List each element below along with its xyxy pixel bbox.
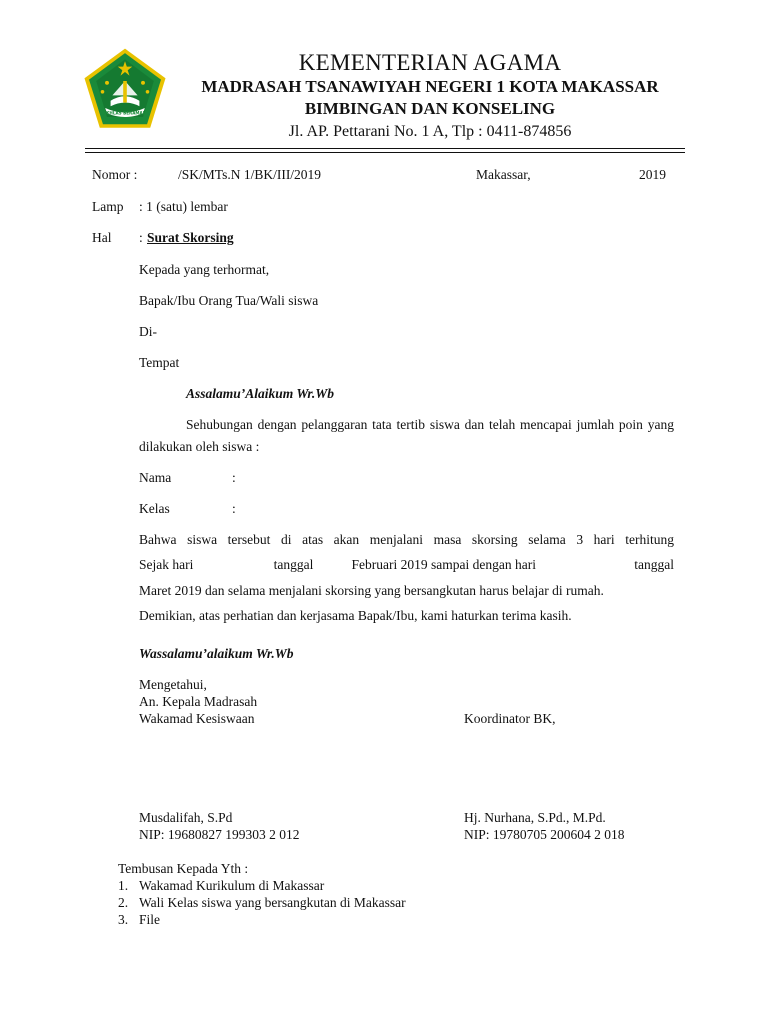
lamp-value: : 1 (satu) lembar bbox=[139, 199, 228, 214]
sign-right-name: Hj. Nurhana, S.Pd., M.Pd. bbox=[464, 810, 606, 825]
cc-item-3-text: File bbox=[139, 912, 161, 927]
recipient-line-3: Di- bbox=[139, 324, 157, 339]
field-kelas-colon: : bbox=[232, 501, 236, 516]
body-line-a-text: Bahwa siswa tersebut di atas akan menjalani masa skorsing selama 3 hari terhitung bbox=[139, 532, 674, 547]
cc-item-1-num: 1. bbox=[118, 878, 129, 893]
header-divider-thin bbox=[85, 152, 685, 153]
sign-left-nip: NIP: 19680827 199303 2 012 bbox=[139, 827, 300, 842]
header-divider bbox=[85, 148, 685, 149]
body-line-b-2: tanggal bbox=[273, 557, 314, 572]
cc-item-2-num: 2. bbox=[118, 895, 129, 910]
ministry-title: KEMENTERIAN AGAMA bbox=[298, 50, 562, 75]
hal-label: Hal bbox=[92, 230, 112, 245]
field-kelas-label: Kelas bbox=[139, 501, 170, 516]
nomor-value: /SK/MTs.N 1/BK/III/2019 bbox=[178, 167, 322, 182]
cc-item-3-num: 3. bbox=[118, 912, 129, 927]
logo-banner-text: IKHLAS BERAMAL bbox=[104, 110, 146, 116]
body-line-b-1: Sejak hari bbox=[139, 557, 194, 572]
letter-place: Makassar, bbox=[476, 167, 531, 182]
recipient-line-2: Bapak/Ibu Orang Tua/Wali siswa bbox=[139, 293, 319, 308]
recipient-line-4: Tempat bbox=[139, 355, 180, 370]
hal-value: Surat Skorsing bbox=[147, 230, 234, 245]
body-line-a bbox=[139, 531, 674, 548]
opening-greeting: Assalamu’Alaikum Wr.Wb bbox=[186, 386, 335, 401]
cc-item-1-text: Wakamad Kurikulum di Makassar bbox=[139, 878, 325, 893]
school-address: Jl. AP. Pettarani No. 1 A, Tlp : 0411-874856 bbox=[288, 123, 572, 140]
field-nama-colon: : bbox=[232, 470, 236, 485]
letter-year: 2019 bbox=[639, 167, 666, 182]
body-line-b-3: Februari 2019 sampai dengan hari bbox=[351, 557, 536, 572]
sign-right-nip: NIP: 19780705 200604 2 018 bbox=[464, 827, 625, 842]
sign-left-name: Musdalifah, S.Pd bbox=[139, 810, 233, 825]
sign-left-line-3: Wakamad Kesiswaan bbox=[139, 711, 255, 726]
department-name: BIMBINGAN DAN KONSELING bbox=[304, 99, 556, 118]
sign-left-line-2: An. Kepala Madrasah bbox=[139, 694, 258, 709]
sign-right-title: Koordinator BK, bbox=[464, 711, 556, 726]
field-nama-label: Nama bbox=[139, 470, 172, 485]
intro-paragraph: Sehubungan dengan pelanggaran tata tertib siswa dan telah mencapai jumlah poin yang dilakukan oleh siswa : bbox=[139, 417, 674, 454]
lamp-label: Lamp bbox=[92, 199, 124, 214]
cc-title: Tembusan Kepada Yth : bbox=[118, 861, 249, 876]
sign-left-line-1: Mengetahui, bbox=[139, 677, 207, 692]
body-line-b bbox=[139, 556, 674, 573]
hal-colon: : bbox=[139, 230, 143, 245]
recipient-line-1: Kepada yang terhormat, bbox=[139, 262, 270, 277]
body-line-c: Maret 2019 dan selama menjalani skorsing yang bersangkutan harus belajar di rumah. bbox=[139, 583, 604, 598]
school-name: MADRASAH TSANAWIYAH NEGERI 1 KOTA MAKASSAR bbox=[201, 77, 659, 96]
cc-item-2-text: Wali Kelas siswa yang bersangkutan di Makassar bbox=[139, 895, 406, 910]
body-line-d: Demikian, atas perhatian dan kerjasama Bapak/Ibu, kami haturkan terima kasih. bbox=[139, 608, 572, 623]
closing-greeting: Wassalamu’alaikum Wr.Wb bbox=[139, 646, 294, 661]
ministry-logo-icon bbox=[80, 45, 170, 135]
body-line-b-4: tanggal bbox=[634, 557, 674, 572]
nomor-label: Nomor : bbox=[92, 167, 138, 182]
